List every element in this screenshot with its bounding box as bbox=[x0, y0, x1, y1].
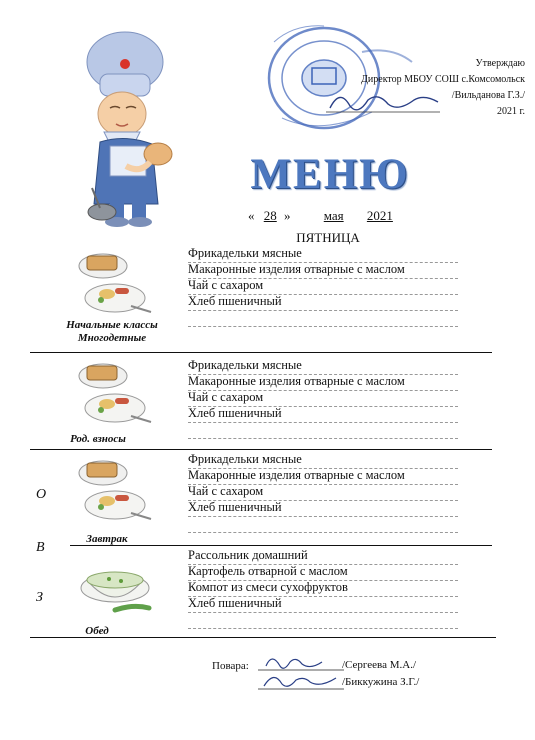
section-1-label-line-2: Многодетные bbox=[77, 332, 147, 344]
date-year: 2021 bbox=[366, 208, 393, 223]
cook-1-name: /Сергеева М.А./ bbox=[342, 659, 417, 671]
section-1-item-3: Чай с сахаром bbox=[188, 278, 458, 295]
side-letter-3: З bbox=[36, 590, 43, 605]
section-1-item-2: Макаронные изделия отварные с маслом bbox=[188, 262, 458, 279]
section-3-item-1: Фрикадельки мясные bbox=[188, 452, 458, 469]
date-month: мая bbox=[323, 208, 344, 223]
approval-line-3: /Вильданова Г.З./ bbox=[451, 90, 525, 101]
side-letter-1: О bbox=[36, 487, 47, 502]
date-open-quote: « bbox=[248, 208, 255, 223]
section-2-item-1: Фрикадельки мясные bbox=[188, 358, 458, 375]
section-2-item-3: Чай с сахаром bbox=[188, 390, 458, 407]
section-4-item-4: Хлеб пшеничный bbox=[188, 596, 458, 613]
section-1-blank-line bbox=[188, 310, 458, 327]
section-3-item-2: Макаронные изделия отварные с маслом bbox=[188, 468, 458, 485]
section-3-item-3: Чай с сахаром bbox=[188, 484, 458, 501]
section-1-label-line-1: Начальные классы bbox=[66, 319, 158, 331]
section-2-item-4: Хлеб пшеничный bbox=[188, 406, 458, 423]
bread-plate-icon bbox=[75, 455, 155, 525]
section-4-blank-line bbox=[188, 612, 458, 629]
section-3-blank-line bbox=[188, 516, 458, 533]
approval-line-2: Директор МБОУ СОШ с.Комсомольск bbox=[361, 74, 525, 85]
section-divider-2 bbox=[30, 449, 492, 450]
date-close-quote: » bbox=[284, 208, 291, 223]
section-3-label: Завтрак bbox=[86, 533, 128, 545]
section-divider-3 bbox=[70, 545, 492, 546]
section-1-item-1: Фрикадельки мясные bbox=[188, 246, 458, 263]
chef-boy-illustration bbox=[70, 22, 200, 232]
section-4-label: Обед bbox=[85, 625, 109, 637]
section-3-item-4: Хлеб пшеничный bbox=[188, 500, 458, 517]
section-divider-1 bbox=[30, 352, 492, 353]
side-letter-2: В bbox=[36, 540, 45, 555]
section-1-item-4: Хлеб пшеничный bbox=[188, 294, 458, 311]
date-day: 28 bbox=[263, 208, 277, 223]
soup-bowl-icon bbox=[75, 552, 155, 622]
menu-title: МЕНЮ bbox=[250, 151, 410, 198]
menu-date bbox=[240, 208, 430, 224]
section-2-blank-line bbox=[188, 422, 458, 439]
section-4-item-2: Картофель отварной с маслом bbox=[188, 564, 458, 581]
section-4-item-1: Рассольник домашний bbox=[188, 548, 458, 565]
section-4-item-3: Компот из смеси сухофруктов bbox=[188, 580, 458, 597]
section-1-label bbox=[48, 319, 176, 345]
cook-2-name: /Биккужина З.Г./ bbox=[342, 676, 420, 688]
bread-plate-icon bbox=[75, 358, 155, 428]
approval-year: 2021 г. bbox=[497, 106, 525, 117]
cook-signatures bbox=[258, 648, 348, 692]
director-signature bbox=[320, 88, 460, 116]
cooks-label: Повара: bbox=[212, 660, 249, 672]
section-divider-4 bbox=[30, 637, 496, 638]
bread-plate-icon bbox=[75, 248, 155, 318]
section-2-label: Род. взносы bbox=[70, 433, 126, 445]
approval-line-1: Утверждаю bbox=[475, 58, 525, 69]
weekday: ПЯТНИЦА bbox=[296, 230, 360, 245]
section-2-item-2: Макаронные изделия отварные с маслом bbox=[188, 374, 458, 391]
